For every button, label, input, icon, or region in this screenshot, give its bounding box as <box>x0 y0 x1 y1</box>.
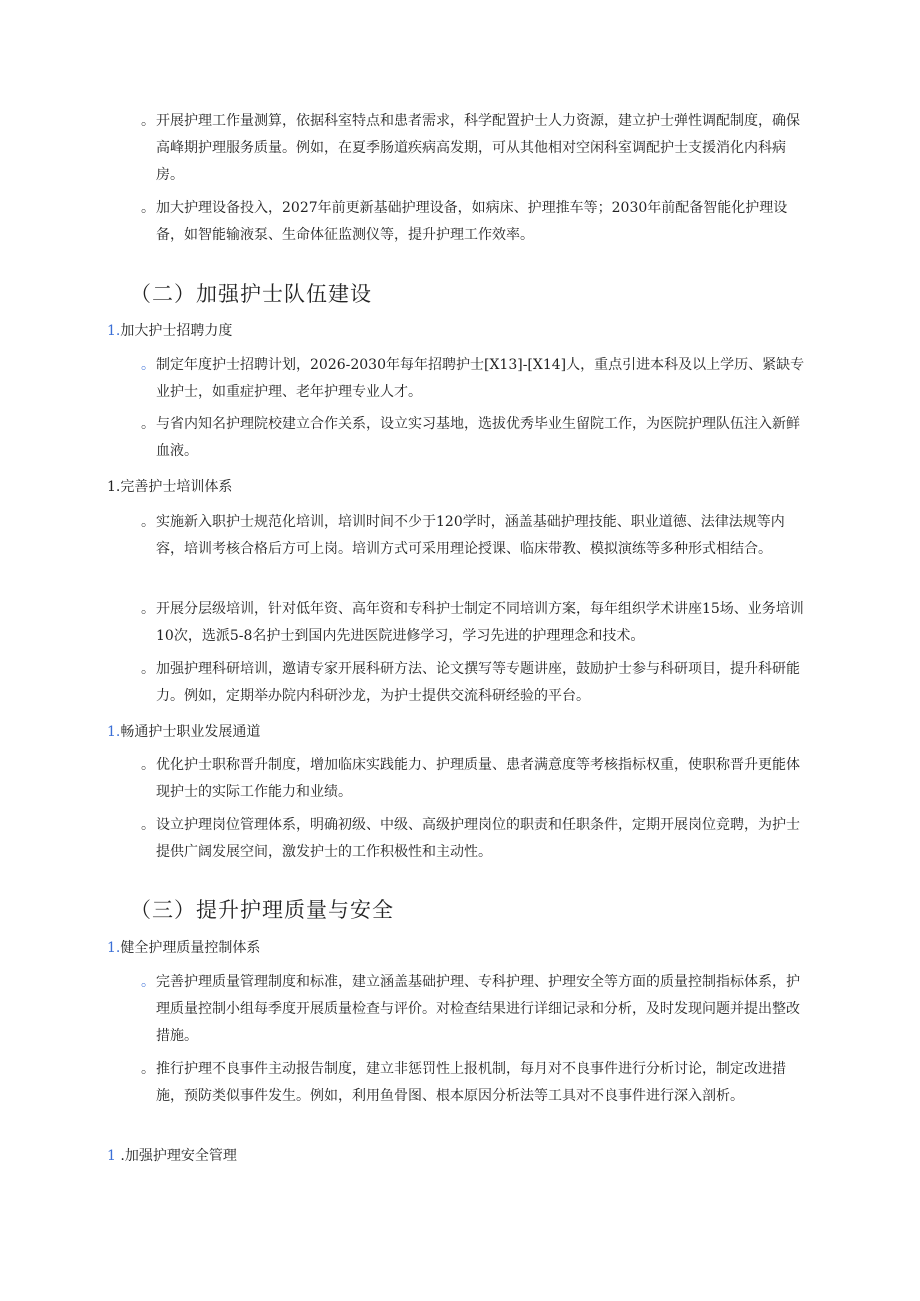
item-title: 健全护理质量控制体系 <box>120 940 261 956</box>
bullet-mark: 。 <box>141 817 155 833</box>
bullet-mark: 。 <box>141 113 155 129</box>
section-heading: （二）加强护士队伍建设 <box>130 282 372 306</box>
numbered-item-title <box>107 722 260 742</box>
section-heading: （三）提升护理质量与安全 <box>130 898 394 922</box>
item-title: 完善护士培训体系 <box>120 479 233 495</box>
bullet-mark: 。 <box>141 601 155 617</box>
item-title: 加大护士招聘力度 <box>120 323 233 339</box>
numbered-item-title <box>107 1146 237 1166</box>
bullet-text: 与省内知名护理院校建立合作关系，设立实习基地，选拔优秀毕业生留院工作，为医院护理队伍注入新鲜血液。 <box>156 416 800 459</box>
bullet-mark: 。 <box>141 416 155 432</box>
list-item <box>141 411 809 465</box>
item-title: .加强护理安全管理 <box>120 1148 237 1164</box>
item-title: 畅通护士职业发展通道 <box>120 724 261 740</box>
numbered-item-title <box>107 938 260 958</box>
bullet-text: 设立护理岗位管理体系，明确初级、中级、高级护理岗位的职责和任职条件，定期开展岗位竞聘，为护士提供广阔发展空间，激发护士的工作积极性和主动性。 <box>156 817 800 860</box>
numbered-item-title <box>107 321 232 341</box>
bullet-text: 加强护理科研培训，邀请专家开展科研方法、论文撰写等专题讲座，鼓励护士参与科研项目，提升科研能力。例如，定期举办院内科研沙龙，为护士提供交流科研经验的平台。 <box>156 661 800 704</box>
list-item <box>141 1056 809 1110</box>
list-item <box>141 812 809 866</box>
bullet-text: 加大护理设备投入，2027年前更新基础护理设备，如病床、护理推车等；2030年前配备智能化护理设备，如智能输液泵、生命体征监测仪等，提升护理工作效率。 <box>156 200 788 243</box>
item-number: 1. <box>107 323 121 339</box>
list-item <box>141 108 809 189</box>
bullet-mark: 。 <box>141 514 155 530</box>
bullet-text: 完善护理质量管理制度和标准，建立涵盖基础护理、专科护理、护理安全等方面的质量控制指标体系，护理质量控制小组每季度开展质量检查与评价。对检查结果进行详细记录和分析，及时发现问题并提出整改措施。 <box>156 974 800 1044</box>
numbered-item-title <box>107 477 232 497</box>
bullet-mark: 。 <box>141 661 155 677</box>
bullet-text: 开展护理工作量测算，依据科室特点和患者需求，科学配置护士人力资源，建立护士弹性调配制度，确保高峰期护理服务质量。例如，在夏季肠道疾病高发期，可从其他相对空闲科室调配护士支援消化内科病房。 <box>156 113 800 183</box>
bullet-mark: 。 <box>141 357 155 373</box>
list-item <box>141 656 809 710</box>
item-number: 1 <box>107 1148 116 1164</box>
item-number: 1. <box>107 479 121 495</box>
list-item <box>141 195 809 249</box>
list-item <box>141 752 809 806</box>
bullet-mark: 。 <box>141 1061 155 1077</box>
bullet-text: 实施新入职护士规范化培训，培训时间不少于120学时，涵盖基础护理技能、职业道德、法律法规等内容，培训考核合格后方可上岗。培训方式可采用理论授课、临床带教、模拟演练等多种形式相结合。 <box>156 514 785 557</box>
item-number: 1. <box>107 940 121 956</box>
bullet-mark: 。 <box>141 200 155 216</box>
list-item <box>141 509 809 563</box>
list-item <box>141 596 809 650</box>
bullet-mark: 。 <box>141 757 155 773</box>
bullet-mark: 。 <box>141 974 155 990</box>
list-item <box>141 969 809 1050</box>
bullet-text: 制定年度护士招聘计划，2026-2030年每年招聘护士[X13]-[X14]人，重点引进本科及以上学历、紧缺专业护士，如重症护理、老年护理专业人才。 <box>156 357 805 400</box>
list-item <box>141 352 809 406</box>
bullet-text: 优化护士职称晋升制度，增加临床实践能力、护理质量、患者满意度等考核指标权重，使职称晋升更能体现护士的实际工作能力和业绩。 <box>156 757 800 800</box>
bullet-text: 推行护理不良事件主动报告制度，建立非惩罚性上报机制，每月对不良事件进行分析讨论，制定改进措施，预防类似事件发生。例如，利用鱼骨图、根本原因分析法等工具对不良事件进行深入剖析。 <box>156 1061 786 1104</box>
item-number: 1. <box>107 724 121 740</box>
bullet-text: 开展分层级培训，针对低年资、高年资和专科护士制定不同培训方案，每年组织学术讲座15场、业务培训10次，选派5-8名护士到国内先进医院进修学习，学习先进的护理理念和技术。 <box>156 601 804 644</box>
